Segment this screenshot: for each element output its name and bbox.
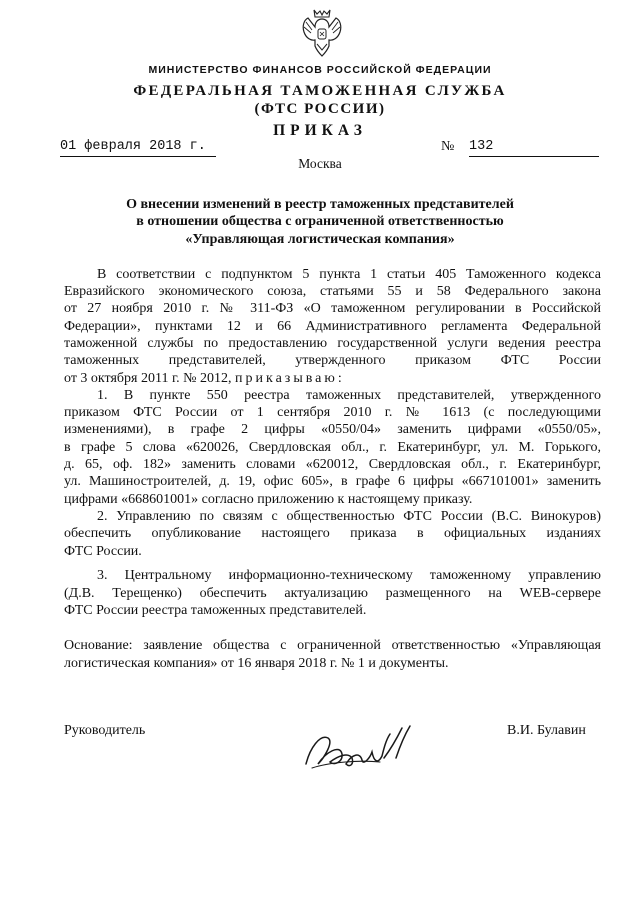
item1-line: ул. Машиностроителей, д. 19, офис 605», в графе 6 цифры «667101001» заменить bbox=[64, 474, 601, 489]
item2-last-line: ФТС России. bbox=[64, 544, 142, 559]
subject-line: «Управляющая логистическая компания» bbox=[185, 231, 455, 247]
preamble-line: Евразийского экономического союза, статьями 55 и 58 Федерального закона bbox=[64, 284, 601, 299]
preamble-tail: от 3 октября 2011 г. № 2012, bbox=[64, 371, 232, 386]
preamble-line: таможенной службы по предоставлению государственной услуги ведения реестра bbox=[64, 336, 601, 351]
order-word: приказываю: bbox=[235, 371, 345, 386]
order-number: 132 bbox=[469, 139, 599, 157]
item1-last-line: цифрами «668601001» согласно приложению к настоящему приказу. bbox=[64, 492, 473, 507]
preamble-last-line bbox=[64, 370, 601, 387]
order-subject bbox=[0, 196, 640, 248]
handwritten-signature bbox=[300, 718, 416, 776]
item3-line: (Д.В. Терещенко) обеспечить актуализацию размещенного на WEB-сервере bbox=[64, 586, 601, 601]
item1-line: приказом ФТС России от 1 сентября 2010 г. № 1613 (с последующими bbox=[64, 405, 601, 420]
item2-line: 2. Управлению по связям с общественностью ФТС России (В.С. Винокуров) bbox=[97, 509, 601, 524]
basis-line: Основание: заявление общества с ограниченной ответственностью «Управляющая bbox=[64, 638, 601, 653]
item1-line: изменениями), в графе 2 цифры «0550/04» заменить цифрами «0550/05», bbox=[64, 422, 601, 437]
service-name: ФЕДЕРАЛЬНАЯ ТАМОЖЕННАЯ СЛУЖБА bbox=[133, 83, 507, 99]
basis-last-line: логистическая компания» от 16 января 2018 г. № 1 и документы. bbox=[64, 656, 449, 671]
subject-line: О внесении изменений в реестр таможенных представителей bbox=[126, 197, 514, 212]
preamble-line: Федерации», пунктами 12 и 66 Административного регламента Федеральной bbox=[64, 319, 601, 334]
item1-line: д. 65, оф. 182» заменить словами «620012, Свердловская обл., г. Екатеринбург, bbox=[64, 457, 601, 472]
emblem-icon bbox=[300, 8, 344, 58]
item2-line: обеспечить опубликование настоящего приказа в официальных изданиях bbox=[64, 526, 601, 541]
signer-role: Руководитель bbox=[64, 723, 146, 738]
subject-line: в отношении общества с ограниченной ответственностью bbox=[136, 214, 504, 230]
preamble-line: от 27 ноября 2010 г. № 311-ФЗ «О таможенном регулировании в Российской bbox=[64, 301, 601, 316]
item3-line: 3. Центральному информационно-техническому таможенному управлению bbox=[97, 568, 601, 583]
number-sign: № bbox=[441, 139, 455, 154]
item3-last-line: ФТС России реестра таможенных представителей. bbox=[64, 603, 367, 618]
service-short-name: (ФТС РОССИИ) bbox=[254, 101, 386, 117]
ministry-name: МИНИСТЕРСТВО ФИНАНСОВ РОССИЙСКОЙ ФЕДЕРАЦИИ bbox=[148, 64, 492, 76]
item1-line: в графе 5 слова «620026, Свердловская обл., г. Екатеринбург, ул. М. Горького, bbox=[64, 440, 601, 455]
order-date: 01 февраля 2018 г. bbox=[60, 139, 216, 157]
document-type: ПРИКАЗ bbox=[273, 122, 367, 139]
preamble-line: таможенных представителей, утвержденного приказом ФТС России bbox=[64, 353, 601, 368]
signer-name: В.И. Булавин bbox=[507, 723, 586, 738]
preamble-line: В соответствии с подпунктом 5 пункта 1 статьи 405 Таможенного кодекса bbox=[97, 267, 601, 282]
item1-line: 1. В пункте 550 реестра таможенных представителей, утвержденного bbox=[97, 388, 601, 403]
city: Москва bbox=[298, 156, 342, 171]
